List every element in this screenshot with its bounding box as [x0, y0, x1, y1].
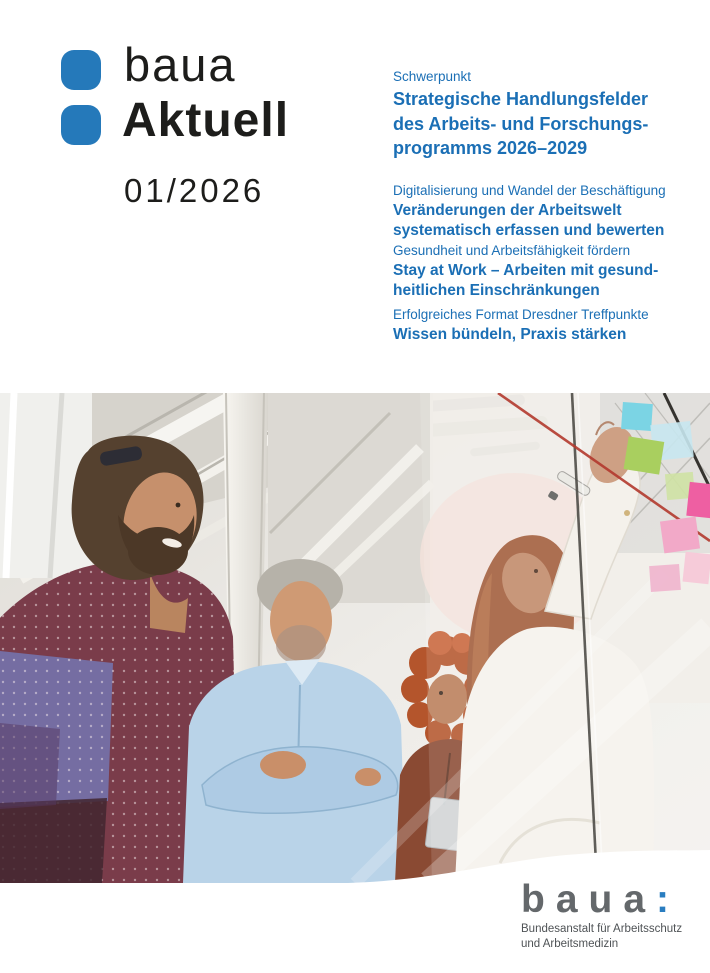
logo-square-icon	[61, 105, 101, 145]
publisher-name-line: und Arbeitsmedizin	[521, 938, 619, 950]
publisher-name-line: Bundesanstalt für Arbeitsschutz	[521, 923, 683, 935]
toc-title-line: programms 2026–2029	[393, 138, 588, 158]
toc-title	[393, 87, 705, 161]
magazine-title-light: baua	[124, 38, 237, 91]
toc-kicker: Gesundheit und Arbeitsfähigkeit fördern	[393, 243, 631, 258]
magazine-title-bold: Aktuell	[122, 94, 290, 147]
issue-number: 01/2026	[124, 172, 265, 209]
toc-title	[393, 201, 705, 240]
toc-item-digitalisierung	[393, 182, 705, 240]
toc-title-line: heitlichen Einschränkungen	[393, 281, 600, 299]
toc-item-schwerpunkt	[393, 68, 705, 161]
toc-title	[393, 261, 705, 300]
toc-title-line: des Arbeits- und Forschungs-	[393, 113, 649, 134]
publisher-wordmark	[521, 880, 706, 920]
toc-title-line: Stay at Work – Arbeiten mit gesund-	[393, 262, 659, 279]
toc-kicker: Schwerpunkt	[393, 69, 472, 84]
toc-title-line: systematisch erfassen und bewerten	[393, 221, 665, 239]
toc-item-treffpunkte	[393, 306, 705, 345]
toc-item-gesundheit	[393, 242, 705, 300]
cover-photo	[0, 393, 710, 883]
toc-kicker: Digitalisierung und Wandel der Beschäftigung	[393, 183, 666, 198]
publisher-logo	[521, 880, 706, 952]
logo-square-icon	[61, 50, 101, 90]
toc-title-line: Veränderungen der Arbeitswelt	[393, 202, 622, 219]
toc-title-line: Strategische Handlungsfelder	[393, 89, 649, 109]
publisher-name	[521, 922, 706, 952]
publisher-wordmark-text: baua	[521, 878, 657, 921]
toc-title	[393, 325, 705, 345]
toc-title-line: Wissen bündeln, Praxis stärken	[393, 326, 627, 343]
glass-reflection-panel	[0, 651, 113, 883]
publisher-wordmark-colon: :	[656, 878, 681, 921]
toc-kicker: Erfolgreiches Format Dresdner Treffpunkte	[393, 307, 649, 322]
